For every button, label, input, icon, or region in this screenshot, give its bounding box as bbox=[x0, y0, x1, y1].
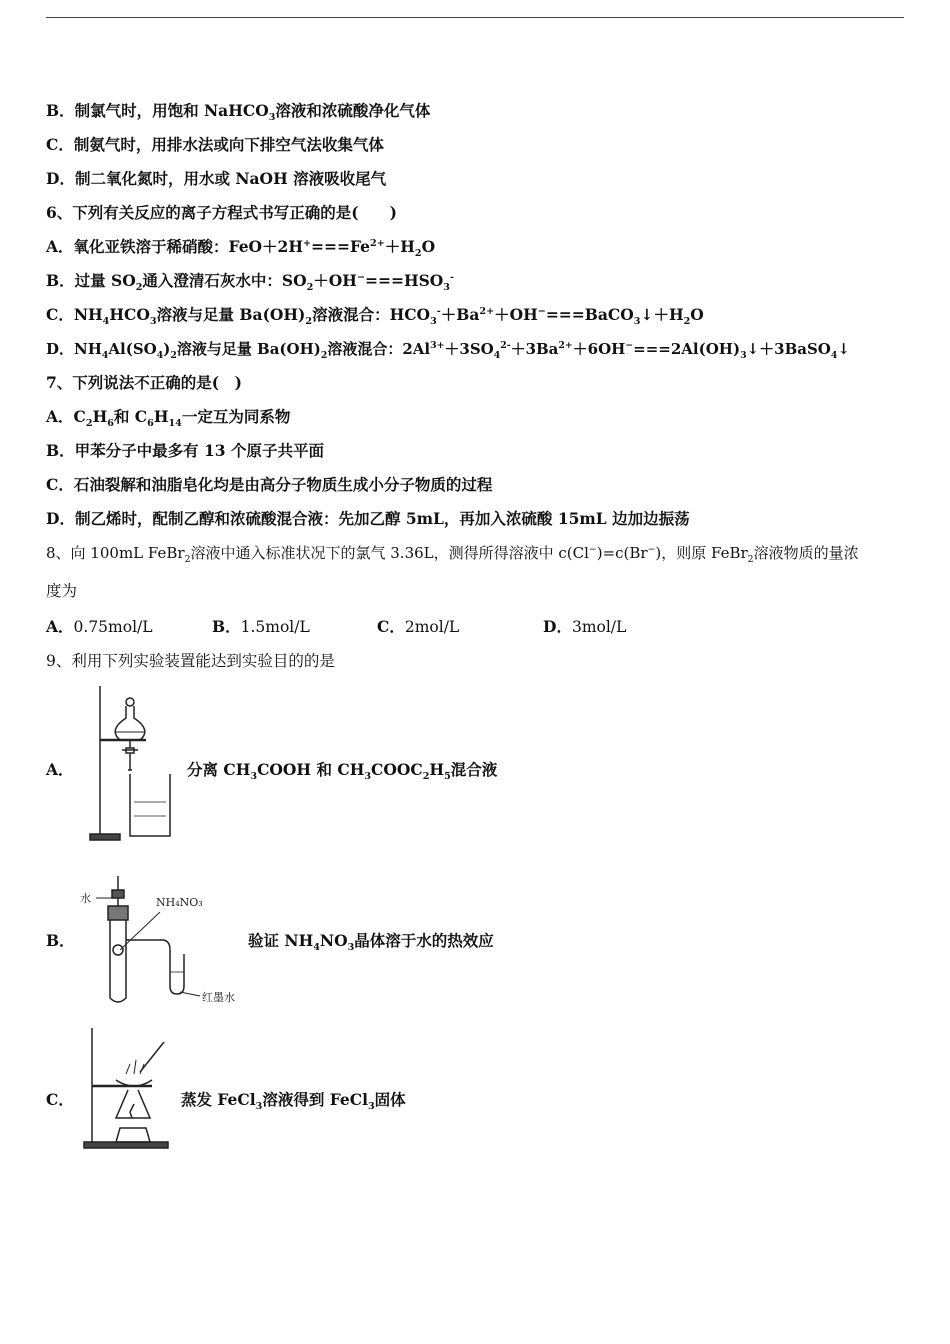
nh4no3-label: NH₄NO₃ bbox=[156, 896, 203, 909]
q9-option-a-letter: A． bbox=[46, 760, 74, 779]
evaporation-apparatus-figure bbox=[80, 1024, 176, 1154]
q9-option-a-caption: 分离 $CH_3COOH$ 和 $CH_3COOC_2H_5$混合液 bbox=[187, 760, 498, 783]
q8-stem-line2: 度为 bbox=[46, 582, 78, 600]
q8-stem: 8、向 100mL FeBr$_2$溶液中通入标准状况下的氯气 3.36L，测得所得溶液中 c(Cl−)=c(Br−)，则原 FeBr$_2$溶液物质的量浓 bbox=[46, 544, 859, 565]
q9-option-c-letter: C． bbox=[46, 1090, 74, 1109]
q9-option-c-caption: 蒸发 FeCl$_3$溶液得到 FeCl$_3$固体 bbox=[181, 1090, 406, 1113]
header-rule bbox=[46, 17, 904, 18]
q7-stem: 7、下列说法不正确的是( ) bbox=[46, 373, 242, 392]
q6-option-a: A．氧化亚铁溶于稀硝酸：$FeO+2H^+===Fe^{2+}+H_2O$ bbox=[46, 237, 436, 260]
q5-option-b: B．制氯气时，用饱和 NaHCO$_3$溶液和浓硫酸净化气体 bbox=[46, 101, 431, 124]
q7-option-a: A．$C_2H_6$和 $C_6H_{14}$一定互为同系物 bbox=[46, 407, 291, 430]
q8-option-a: A．0.75mol/L bbox=[46, 617, 153, 636]
q6-stem: 6、下列有关反应的离子方程式书写正确的是( ) bbox=[46, 203, 397, 222]
q9-option-b-letter: B． bbox=[46, 931, 75, 950]
separatory-funnel-figure bbox=[86, 684, 176, 846]
q7-option-b: B．甲苯分子中最多有 13 个原子共平面 bbox=[46, 441, 324, 460]
q8-option-c: C．2mol/L bbox=[377, 617, 460, 636]
q9-option-b-caption: 验证 $NH_4NO_3$晶体溶于水的热效应 bbox=[248, 931, 494, 954]
q5-option-c: C．制氨气时，用排水法或向下排空气法收集气体 bbox=[46, 135, 384, 154]
q9-stem: 9、利用下列实验装置能达到实验目的的是 bbox=[46, 652, 335, 670]
red-ink-label: 红墨水 bbox=[202, 991, 235, 1004]
q6-option-b: B．过量 $SO_2$通入澄清石灰水中：$SO_2+OH^-===HSO_3^-$ bbox=[46, 271, 454, 294]
q6-option-d: D．$NH_4Al(SO_4)_2$溶液与足量 $Ba(OH)_2$溶液混合：$2Al^{3+}+3SO_4^{2-}+3Ba^{2+}+6OH^-===2Al(OH)_3↓+3BaSO_4↓$ bbox=[46, 340, 850, 361]
q8-option-d: D．3mol/L bbox=[543, 617, 627, 636]
q5-option-d: D．制二氧化氮时，用水或 NaOH 溶液吸收尾气 bbox=[46, 169, 387, 188]
q8-option-b: B．1.5mol/L bbox=[212, 617, 310, 636]
q7-option-d: D．制乙烯时，配制乙醇和浓硫酸混合液：先加乙醇 5mL，再加入浓硫酸 15mL 边加边振荡 bbox=[46, 509, 690, 528]
q6-option-c: C．$NH_4HCO_3$溶液与足量 $Ba(OH)_2$溶液混合：$HCO_3^-+Ba^{2+}+OH^-===BaCO_3↓+H_2O$ bbox=[46, 305, 704, 328]
water-label: 水 bbox=[80, 892, 91, 905]
u-tube-apparatus-figure bbox=[76, 870, 248, 1012]
q7-option-c: C．石油裂解和油脂皂化均是由高分子物质生成小分子物质的过程 bbox=[46, 475, 493, 494]
